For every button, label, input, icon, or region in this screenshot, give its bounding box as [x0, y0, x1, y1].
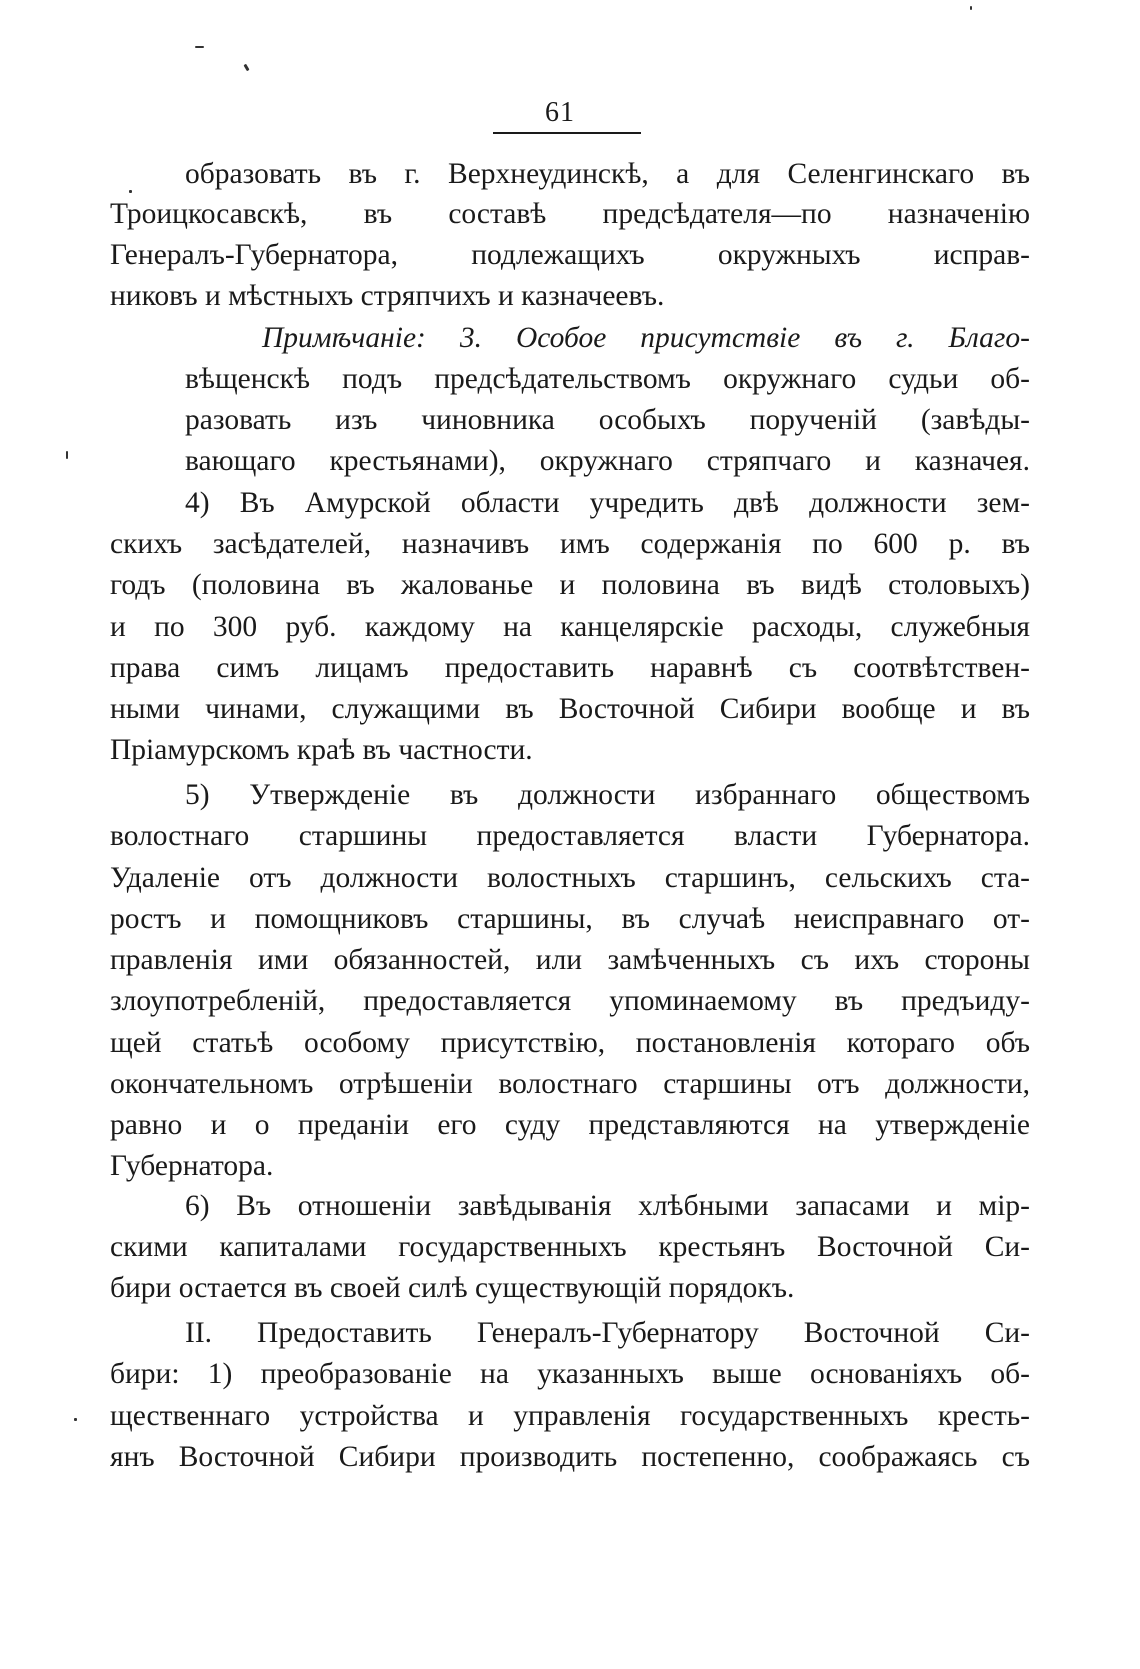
scan-speck: [970, 6, 972, 10]
scan-speck: [129, 190, 132, 193]
text-line: Губернатора.: [110, 1150, 274, 1182]
text-line: скими капиталами государственныхъ крестьянъ Восточной Си-: [110, 1231, 1030, 1263]
text-line: Троицкосавскѣ, въ составѣ предсѣдателя—по назначенію: [110, 198, 1030, 230]
text-line: ными чинами, служащими въ Восточной Сибири вообще и въ: [110, 693, 1030, 725]
scan-speck: [66, 451, 68, 459]
scan-speck: [195, 46, 204, 48]
text-line: вающаго крестьянами), окружнаго стряпчаго и казначея.: [185, 445, 1030, 477]
text-line: Примѣчаніе: 3. Особое присутствіе въ г. Благо-: [262, 322, 1030, 354]
text-line: годъ (половина въ жалованье и половина въ видѣ столовыхъ): [110, 569, 1030, 601]
text-line: Пріамурскомъ краѣ въ частности.: [110, 734, 533, 766]
text-line: 4) Въ Амурской области учредить двѣ должности зем-: [185, 487, 1030, 519]
scan-speck: [74, 1418, 77, 1421]
text-line: щей статьѣ особому присутствію, постановленія котораго объ: [110, 1027, 1030, 1059]
text-line: равно и о преданіи его суду представляются на утвержденіе: [110, 1109, 1030, 1141]
text-line: окончательномъ отрѣшеніи волостнаго старшины отъ должности,: [110, 1068, 1030, 1100]
text-line: волостнаго старшины предоставляется власти Губернатора.: [110, 820, 1030, 852]
text-line: и по 300 руб. каждому на канцелярскіе расходы, служебныя: [110, 611, 1030, 643]
text-line: бири остается въ своей силѣ существующій порядокъ.: [110, 1272, 795, 1304]
page-number: 61: [545, 97, 575, 128]
scan-speck: [243, 64, 249, 72]
text-line: II. Предоставить Генералъ-Губернатору Восточной Си-: [185, 1317, 1030, 1349]
text-line: ростъ и помощниковъ старшины, въ случаѣ неисправнаго от-: [110, 903, 1030, 935]
text-line: янъ Восточной Сибири производить постепенно, соображаясь съ: [110, 1441, 1030, 1473]
text-line: вѣщенскѣ подъ предсѣдательствомъ окружнаго судьи об-: [185, 363, 1030, 395]
text-line: образовать въ г. Верхнеудинскѣ, а для Селенгинскаго въ: [185, 158, 1030, 190]
text-line: 6) Въ отношеніи завѣдыванія хлѣбными запасами и мір-: [185, 1190, 1030, 1222]
text-line: злоупотребленій, предоставляется упоминаемому въ предъиду-: [110, 985, 1030, 1017]
text-line: Генералъ-Губернатора, подлежащихъ окружныхъ исправ-: [110, 239, 1030, 271]
text-line: правленія ими обязанностей, или замѣченныхъ съ ихъ стороны: [110, 944, 1030, 976]
text-line: щественнаго устройства и управленія государственныхъ кресть-: [110, 1400, 1030, 1432]
text-line: разовать изъ чиновника особыхъ порученій (завѣды-: [185, 404, 1030, 436]
text-line: права симъ лицамъ предоставить наравнѣ съ соотвѣтствен-: [110, 652, 1030, 684]
text-line: 5) Утвержденіе въ должности избраннаго обществомъ: [185, 779, 1030, 811]
text-line: Удаленіе отъ должности волостныхъ старшинъ, сельскихъ ста-: [110, 862, 1030, 894]
text-line: никовъ и мѣстныхъ стряпчихъ и казначеевъ.: [110, 280, 665, 312]
page-number-rule: [493, 132, 641, 134]
text-line: бири: 1) преобразованіе на указанныхъ выше основаніяхъ об-: [110, 1358, 1030, 1390]
text-line: скихъ засѣдателей, назначивъ имъ содержанія по 600 р. въ: [110, 528, 1030, 560]
